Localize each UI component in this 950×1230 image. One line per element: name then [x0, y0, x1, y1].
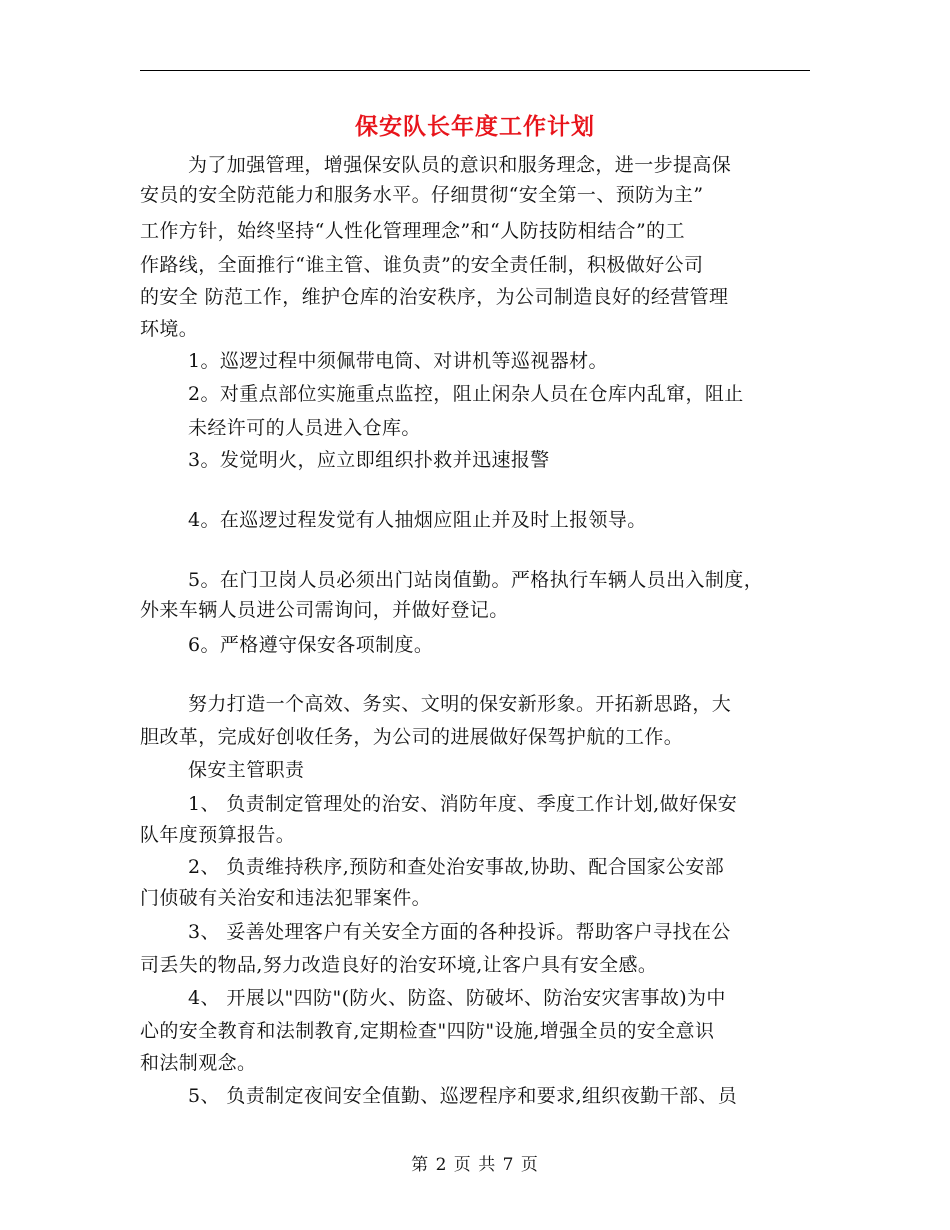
list-item: 门侦破有关治安和违法犯罪案件。	[140, 887, 432, 909]
text-line: 努力打造一个高效、务实、文明的保安新形象。开拓新思路，大	[188, 693, 732, 715]
list-item: 和法制观念。	[140, 1052, 257, 1074]
list-item: 1。巡逻过程中须佩带电筒、对讲机等巡视器材。	[188, 350, 608, 372]
section-heading: 保安主管职责	[188, 759, 305, 781]
list-item: 心的安全教育和法制教育,定期检查"四防"设施,增强全员的安全意识	[140, 1020, 715, 1042]
list-item: 5、 负责制定夜间安全值勤、巡逻程序和要求,组织夜勤干部、员	[188, 1085, 738, 1107]
list-item: 司丢失的物品,努力改造良好的治安环境,让客户具有安全感。	[140, 954, 658, 976]
list-item: 未经许可的人员进入仓库。	[188, 417, 421, 439]
list-item: 3、 妥善处理客户有关安全方面的各种投诉。帮助客户寻找在公	[188, 921, 731, 943]
document-title: 保安队长年度工作计划	[355, 113, 595, 140]
text-line: 的安全 防范工作，维护仓库的治安秩序，为公司制造良好的经营管理	[140, 286, 729, 308]
list-item: 4。在巡逻过程发觉有人抽烟应阻止并及时上报领导。	[188, 509, 647, 531]
page-number: 第 2 页 共 7 页	[411, 1155, 539, 1175]
list-item: 1、 负责制定管理处的治安、消防年度、季度工作计划,做好保安	[188, 793, 738, 815]
text-line: 作路线，全面推行“谁主管、谁负责”的安全责任制，积极做好公司	[140, 254, 704, 276]
text-line: 为了加强管理，增强保安队员的意识和服务理念，进一步提高保	[188, 154, 732, 176]
list-item: 3。发觉明火，应立即组织扑救并迅速报警	[188, 449, 550, 471]
list-item: 外来车辆人员进公司需询问，并做好登记。	[140, 599, 509, 621]
list-item: 4、 开展以"四防"(防火、防盗、防破坏、防治安灾害事故)为中	[188, 987, 726, 1009]
text-line: 胆改革，完成好创收任务，为公司的进展做好保驾护航的工作。	[140, 726, 684, 748]
text-line: 工作方针，始终坚持“人性化管理理念”和“人防技防相结合”的工	[140, 220, 685, 242]
header-rule	[140, 70, 810, 71]
text-line: 安员的安全防范能力和服务水平。仔细贯彻“安全第一、预防为主”	[140, 184, 704, 206]
list-item: 队年度预算报告。	[140, 824, 296, 846]
list-item: 6。严格遵守保安各项制度。	[188, 634, 434, 656]
text-line: 环境。	[140, 318, 199, 340]
list-item: 2。对重点部位实施重点监控，阻止闲杂人员在仓库内乱窜，阻止	[188, 383, 744, 405]
list-item: 2、 负责维持秩序,预防和查处治安事故,协助、配合国家公安部	[188, 856, 725, 878]
list-item: 5。在门卫岗人员必须出门站岗值勤。严格执行车辆人员出入制度，	[188, 569, 764, 591]
